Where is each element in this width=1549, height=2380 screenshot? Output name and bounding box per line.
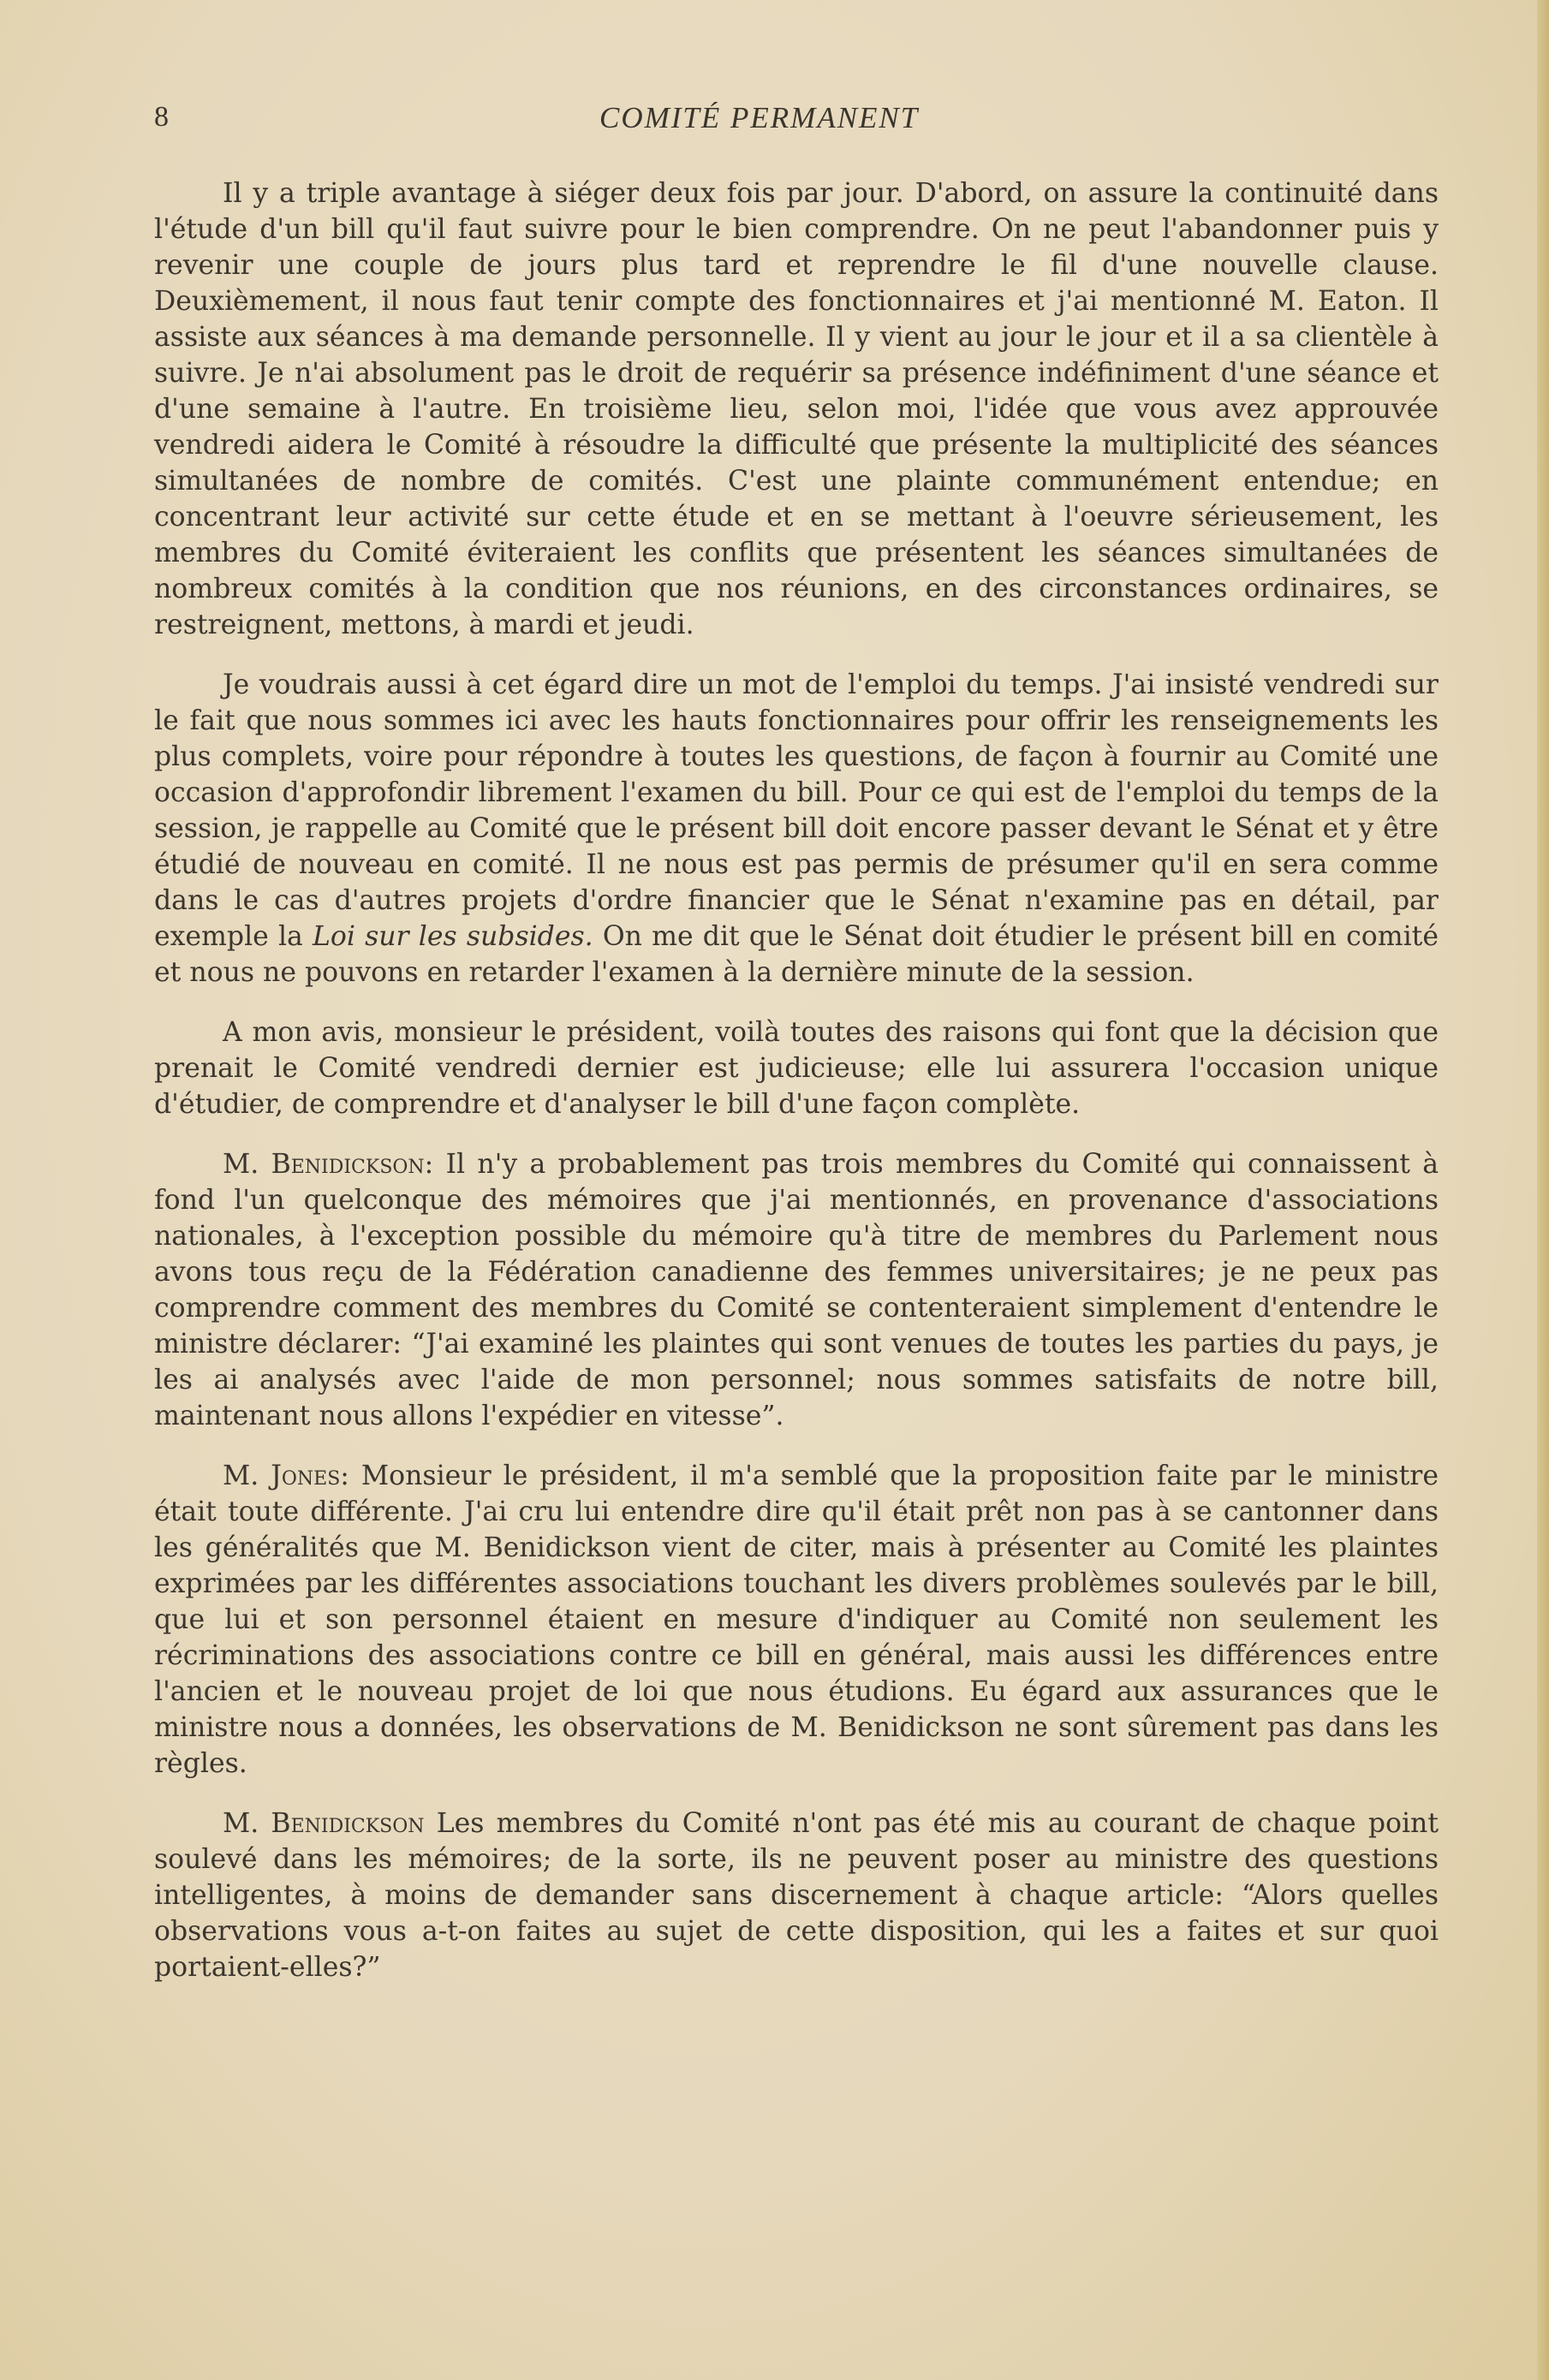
speech-text: Monsieur le président, il m'a semblé que la proposition faite par le ministre était toute différente. J'ai cru lui entendre dire qu'il était prêt non pas à se cantonner dans les généralités que M. Benidickson vient de citer, mais à présenter au Comité les plaintes exprimées par les différentes associations touchant les divers problèmes soulevés par le bill, que lui et son personnel étaient en mesure d'indiquer au Comité non seulement les récriminations des associations contre ce bill en général, mais aussi les différences entre l'ancien et le nouveau projet de loi que nous étudions. Eu égard aux assurances que le ministre nous a données, les observations de M. Benidickson ne sont sûrement pas dans les règles.: [154, 1461, 1439, 1779]
italic-title: Loi sur les subsides.: [312, 921, 593, 952]
speech-benidickson-1: [154, 1146, 1439, 1434]
speaker-name: M. Jones:: [223, 1461, 349, 1491]
speech-benidickson-2: [154, 1806, 1439, 1985]
page-edge: [1537, 0, 1549, 2380]
paragraph-1: [154, 176, 1439, 643]
paragraph-text: On me dit que le Sénat doit étudier le présent bill en comité et nous ne pouvons en retarder l'examen à la dernière minute de la session.: [154, 921, 1439, 988]
paragraph-3: [154, 1014, 1439, 1122]
running-title: COMITÉ PERMANENT: [599, 101, 920, 134]
speaker-name: M. Benidickson: [223, 1808, 425, 1839]
paragraph-text: Il y a triple avantage à siéger deux fois par jour. D'abord, on assure la continuité dans l'étude d'un bill qu'il faut suivre pour le bien comprendre. On ne peut l'abandonner puis y revenir une couple de jours plus tard et reprendre le fil d'une nouvelle clause. Deuxièmement, il nous faut tenir compte des fonctionnaires et j'ai mentionné M. Eaton. Il assiste aux séances à ma demande personnelle. Il y vient au jour le jour et il a sa clientèle à suivre. Je n'ai absolument pas le droit de requérir sa présence indéfiniment d'une séance et d'une semaine à l'autre. En troisième lieu, selon moi, l'idée que vous avez approuvée vendredi aidera le Comité à résoudre la difficulté que présente la multiplicité des séances simultanées de nombre de comités. C'est une plainte communément entendue; en concentrant leur activité sur cette étude et en se mettant à l'oeuvre sérieusement, les membres du Comité éviteraient les conflits que présentent les séances simultanées de nombreux comités à la condition que nos réunions, en des circonstances ordinaires, se restreignent, mettons, à mardi et jeudi.: [154, 178, 1439, 640]
speaker-name: M. Benidickson:: [223, 1149, 434, 1180]
speech-text: Les membres du Comité n'ont pas été mis au courant de chaque point soulevé dans les mémoires; de la sorte, ils ne peuvent poser au ministre des questions intelligentes, à moins de demander sans discernement à chaque article: “Alors quelles observations vous a-t-on faites au sujet de cette disposition, qui les a faites et sur quoi portaient-elles?”: [154, 1808, 1439, 1983]
page-header: [154, 101, 1439, 152]
page-number: 8: [154, 101, 169, 133]
paragraph-text: A mon avis, monsieur le président, voilà toutes des raisons qui font que la décision que prenait le Comité vendredi dernier est judicieuse; elle lui assurera l'occasion unique d'étudier, de comprendre et d'analyser le bill d'une façon complète.: [154, 1017, 1439, 1120]
paragraph-2: [154, 667, 1439, 991]
paragraph-text: Je voudrais aussi à cet égard dire un mot de l'emploi du temps. J'ai insisté vendredi sur le fait que nous sommes ici avec les hauts fonctionnaires pour offrir les renseignements les plus complets, voire pour répondre à toutes les questions, de façon à fournir au Comité une occasion d'approfondir librement l'examen du bill. Pour ce qui est de l'emploi du temps de la session, je rappelle au Comité que le présent bill doit encore passer devant le Sénat et y être étudié de nouveau en comité. Il ne nous est pas permis de présumer qu'il en sera comme dans le cas d'autres projets d'ordre financier que le Sénat n'examine pas en détail, par exemple la: [154, 669, 1439, 952]
speech-jones: [154, 1458, 1439, 1782]
speech-text: Il n'y a probablement pas trois membres du Comité qui connaissent à fond l'un quelconque des mémoires que j'ai mentionnés, en provenance d'associations nationales, à l'exception possible du mémoire qu'à titre de membres du Parlement nous avons tous reçu de la Fédération canadienne des femmes universitaires; je ne peux pas comprendre comment des membres du Comité se contenteraient simplement d'entendre le ministre déclarer: “J'ai examiné les plaintes qui sont venues de toutes les parties du pays, je les ai analysés avec l'aide de mon personnel; nous sommes satisfaits de notre bill, maintenant nous allons l'expédier en vitesse”.: [154, 1149, 1439, 1431]
document-body: [154, 176, 1439, 2009]
